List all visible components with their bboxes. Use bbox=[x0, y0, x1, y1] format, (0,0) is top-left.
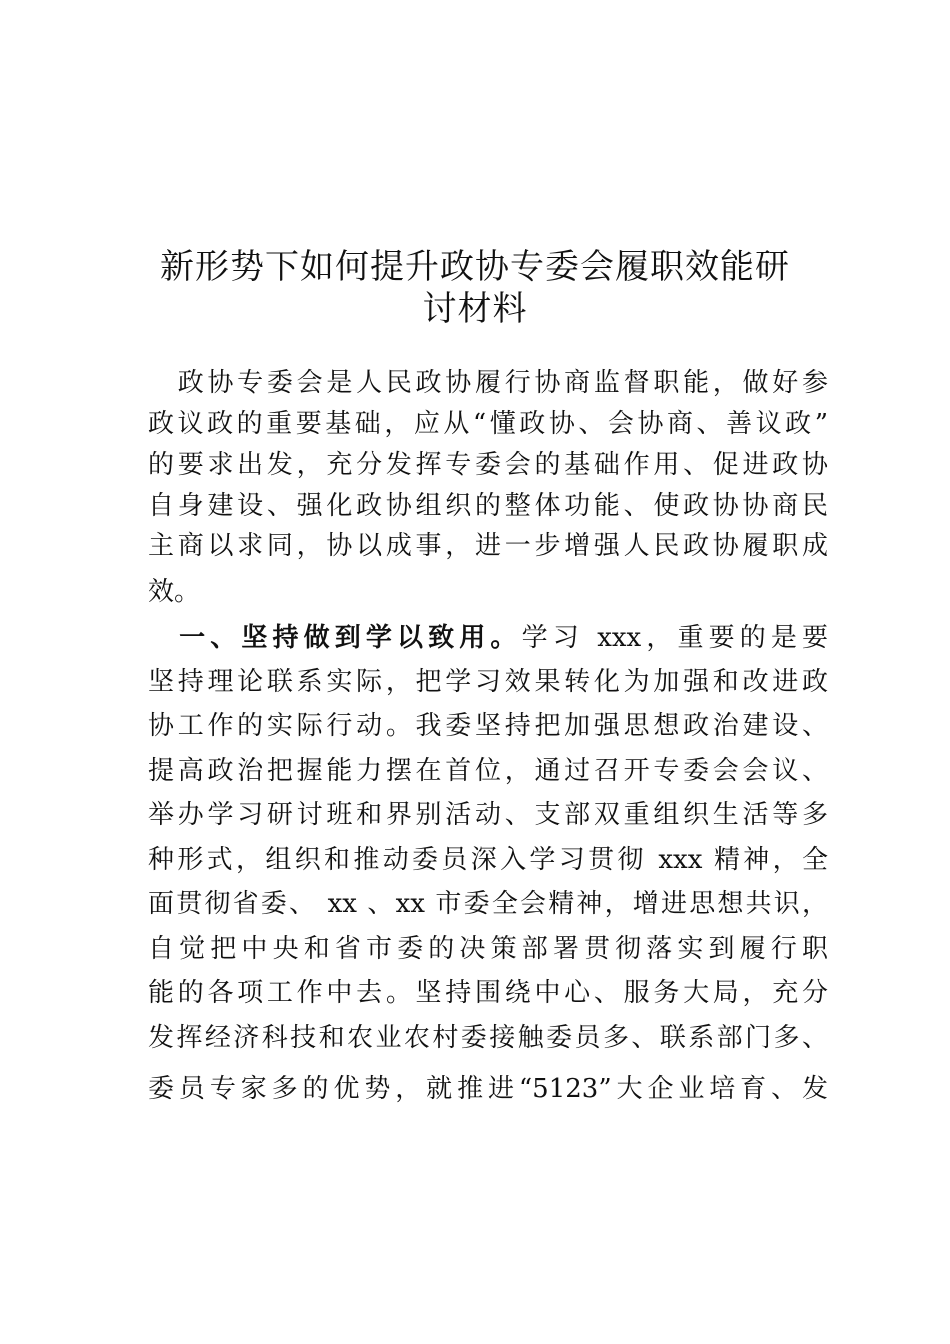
section-1-line: 举办学习研讨班和界别活动、支部双重组织生活等多 bbox=[148, 800, 828, 830]
intro-line: 政议政的重要基础，应从“懂政协、会协商、善议政” bbox=[148, 409, 828, 439]
intro-line: 的要求出发，充分发挥专委会的基础作用、促进政协 bbox=[148, 450, 828, 480]
section-1-line: 种形式，组织和推动委员深入学习贯彻 xxx 精神，全 bbox=[148, 845, 828, 875]
section-1-line: 提高政治把握能力摆在首位，通过召开专委会会议、 bbox=[148, 756, 828, 786]
section-1-first-line bbox=[148, 622, 828, 654]
section-1-first-line-text: 学习 xxx，重要的是要 bbox=[521, 623, 828, 653]
intro-line: 主商以求同，协以成事，进一步增强人民政协履职成 bbox=[148, 531, 828, 561]
intro-line: 效。 bbox=[148, 577, 201, 607]
section-1-line: 委员专家多的优势，就推进“5123”大企业培育、发 bbox=[148, 1074, 828, 1104]
section-1-line: 能的各项工作中去。坚持围绕中心、服务大局，充分 bbox=[148, 978, 828, 1008]
section-1-line: 发挥经济科技和农业农村委接触委员多、联系部门多、 bbox=[148, 1023, 828, 1053]
section-1-line: 面贯彻省委、 xx 、xx 市委全会精神，增进思想共识， bbox=[148, 889, 828, 919]
title-line-1: 新形势下如何提升政协专委会履职效能研 bbox=[160, 247, 790, 287]
section-1-line: 自觉把中央和省市委的决策部署贯彻落实到履行职 bbox=[148, 934, 828, 964]
section-1-line: 坚持理论联系实际，把学习效果转化为加强和改进政 bbox=[148, 667, 828, 697]
intro-line: 自身建设、强化政协组织的整体功能、使政协协商民 bbox=[148, 491, 828, 521]
section-1-line: 协工作的实际行动。我委坚持把加强思想政治建设、 bbox=[148, 711, 828, 741]
title-line-2: 讨材料 bbox=[422, 289, 528, 329]
intro-line: 政协专委会是人民政协履行协商监督职能，做好参 bbox=[148, 368, 828, 398]
section-1-heading: 一、坚持做到学以致用。 bbox=[148, 623, 522, 653]
